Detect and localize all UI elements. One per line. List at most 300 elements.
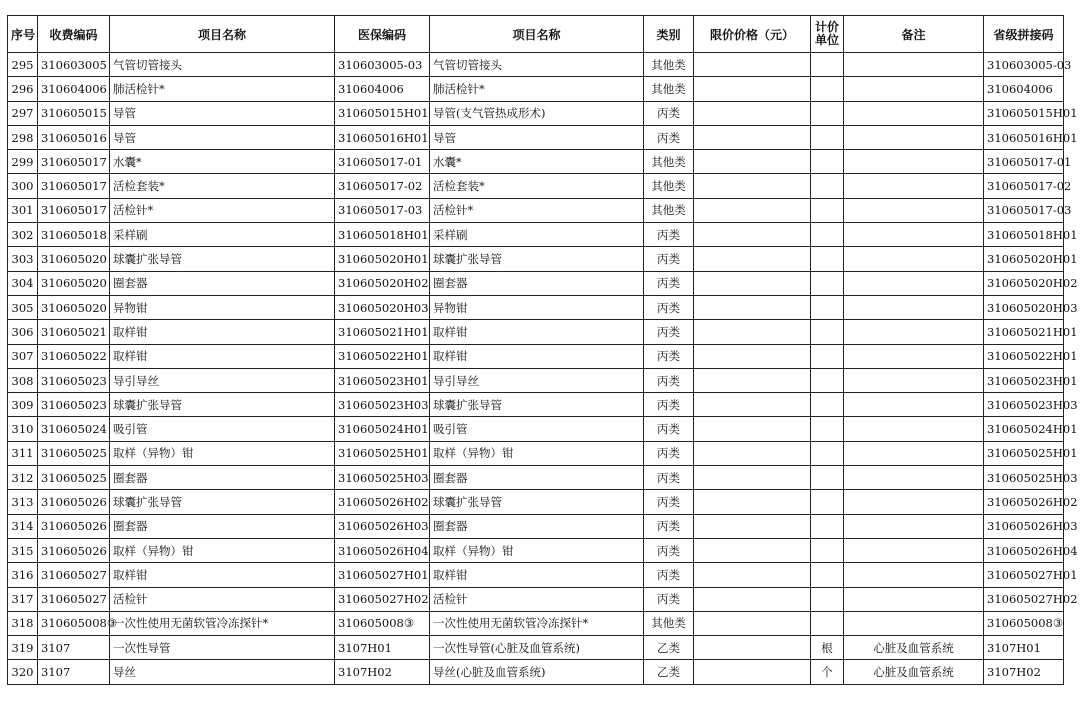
cell-provincial-code: 310604006	[984, 77, 1064, 101]
cell-provincial-code: 310605026H04	[984, 538, 1064, 562]
cell-insurance-code: 310605025H03	[335, 466, 430, 490]
cell-item-name-2: 活检针	[430, 587, 644, 611]
cell-category: 丙类	[644, 368, 694, 392]
cell-insurance-code: 310605020H02	[335, 271, 430, 295]
cell-note	[844, 247, 984, 271]
cell-price-limit	[694, 393, 811, 417]
cell-price-limit	[694, 538, 811, 562]
cell-unit	[811, 611, 844, 635]
cell-unit	[811, 223, 844, 247]
cell-fee-code: 310605017	[38, 174, 110, 198]
cell-seq: 306	[8, 320, 38, 344]
cell-seq: 305	[8, 295, 38, 319]
cell-unit	[811, 393, 844, 417]
cell-item-name-2: 水囊*	[430, 150, 644, 174]
cell-item-name-2: 活检套装*	[430, 174, 644, 198]
cell-category: 丙类	[644, 344, 694, 368]
cell-seq: 303	[8, 247, 38, 271]
cell-note	[844, 198, 984, 222]
cell-price-limit	[694, 563, 811, 587]
table-row	[8, 636, 1064, 660]
cell-fee-code: 3107	[38, 636, 110, 660]
cell-item-name-2: 取样（异物）钳	[430, 538, 644, 562]
cell-item-name: 取样（异物）钳	[110, 538, 335, 562]
cell-seq: 304	[8, 271, 38, 295]
cell-provincial-code: 3107H02	[984, 660, 1064, 684]
cell-provincial-code: 310605015H01	[984, 101, 1064, 125]
cell-note	[844, 174, 984, 198]
cell-provincial-code: 310605020H03	[984, 295, 1064, 319]
table-header-row	[8, 16, 1064, 53]
cell-provincial-code: 310605021H01	[984, 320, 1064, 344]
cell-seq: 308	[8, 368, 38, 392]
cell-item-name-2: 球囊扩张导管	[430, 490, 644, 514]
cell-item-name: 活检套装*	[110, 174, 335, 198]
cell-item-name: 圈套器	[110, 514, 335, 538]
table-row	[8, 320, 1064, 344]
cell-fee-code: 310604006	[38, 77, 110, 101]
cell-provincial-code: 310605025H01	[984, 441, 1064, 465]
cell-insurance-code: 310605017-03	[335, 198, 430, 222]
cell-item-name-2: 取样钳	[430, 563, 644, 587]
cell-item-name: 水囊*	[110, 150, 335, 174]
cell-seq: 316	[8, 563, 38, 587]
cell-provincial-code: 310605017-02	[984, 174, 1064, 198]
cell-note: 心脏及血管系统	[844, 636, 984, 660]
cell-category: 丙类	[644, 393, 694, 417]
cell-price-limit	[694, 636, 811, 660]
cell-note	[844, 223, 984, 247]
table-body	[8, 53, 1078, 685]
cell-item-name-2: 圈套器	[430, 466, 644, 490]
cell-fee-code: 310605026	[38, 514, 110, 538]
cell-seq: 320	[8, 660, 38, 684]
cell-provincial-code: 310605020H01	[984, 247, 1064, 271]
cell-note	[844, 393, 984, 417]
cell-provincial-code: 310605017-03	[984, 198, 1064, 222]
cell-note: 心脏及血管系统	[844, 660, 984, 684]
cell-seq: 318	[8, 611, 38, 635]
table-row	[8, 53, 1064, 77]
cell-unit	[811, 271, 844, 295]
table-row	[8, 174, 1064, 198]
header-price-limit: 限价价格（元）	[694, 16, 811, 53]
cell-category: 丙类	[644, 514, 694, 538]
header-unit	[811, 16, 844, 53]
cell-category: 丙类	[644, 271, 694, 295]
cell-item-name-2: 活检针*	[430, 198, 644, 222]
header-insurance-code: 医保编码	[335, 16, 430, 53]
header-seq: 序号	[8, 16, 38, 53]
cell-price-limit	[694, 174, 811, 198]
cell-fee-code: 310605020	[38, 271, 110, 295]
cell-fee-code: 310605024	[38, 417, 110, 441]
cell-unit	[811, 198, 844, 222]
cell-category: 丙类	[644, 247, 694, 271]
cell-item-name: 导丝	[110, 660, 335, 684]
cell-item-name-2: 圈套器	[430, 271, 644, 295]
cell-seq: 317	[8, 587, 38, 611]
cell-category: 丙类	[644, 320, 694, 344]
cell-item-name: 球囊扩张导管	[110, 490, 335, 514]
cell-seq: 314	[8, 514, 38, 538]
cell-unit	[811, 174, 844, 198]
cell-item-name: 一次性使用无菌软管冷冻探针*	[110, 611, 335, 635]
cell-item-name: 活检针	[110, 587, 335, 611]
header-category: 类别	[644, 16, 694, 53]
cell-category: 丙类	[644, 466, 694, 490]
cell-note	[844, 150, 984, 174]
cell-seq: 299	[8, 150, 38, 174]
cell-insurance-code: 310605026H03	[335, 514, 430, 538]
table-row	[8, 198, 1064, 222]
cell-price-limit	[694, 77, 811, 101]
cell-note	[844, 125, 984, 149]
table-row	[8, 77, 1064, 101]
cell-price-limit	[694, 320, 811, 344]
cell-fee-code: 3107	[38, 660, 110, 684]
cell-unit	[811, 466, 844, 490]
header-item-name-2: 项目名称	[430, 16, 644, 53]
cell-provincial-code: 310605016H01	[984, 125, 1064, 149]
cell-category: 丙类	[644, 441, 694, 465]
cell-price-limit	[694, 125, 811, 149]
cell-price-limit	[694, 587, 811, 611]
cell-insurance-code: 310605025H01	[335, 441, 430, 465]
cell-note	[844, 271, 984, 295]
cell-category: 其他类	[644, 53, 694, 77]
cell-insurance-code: 310605026H02	[335, 490, 430, 514]
cell-note	[844, 514, 984, 538]
cell-unit	[811, 368, 844, 392]
cell-item-name-2: 肺活检针*	[430, 77, 644, 101]
cell-price-limit	[694, 150, 811, 174]
cell-price-limit	[694, 101, 811, 125]
cell-price-limit	[694, 53, 811, 77]
cell-insurance-code: 310605017-02	[335, 174, 430, 198]
cell-provincial-code: 310605024H01	[984, 417, 1064, 441]
table-row	[8, 490, 1064, 514]
cell-item-name: 球囊扩张导管	[110, 247, 335, 271]
header-fee-code: 收费编码	[38, 16, 110, 53]
cell-item-name-2: 异物钳	[430, 295, 644, 319]
cell-fee-code: 310605017	[38, 150, 110, 174]
cell-insurance-code: 310605023H01	[335, 368, 430, 392]
cell-insurance-code: 310605008③	[335, 611, 430, 635]
cell-fee-code: 310605020	[38, 295, 110, 319]
table-row	[8, 368, 1064, 392]
cell-seq: 311	[8, 441, 38, 465]
cell-category: 丙类	[644, 563, 694, 587]
cell-provincial-code: 310605023H03	[984, 393, 1064, 417]
cell-provincial-code: 310605026H02	[984, 490, 1064, 514]
cell-note	[844, 538, 984, 562]
cell-fee-code: 310605015	[38, 101, 110, 125]
cell-fee-code: 310605023	[38, 368, 110, 392]
cell-item-name-2: 一次性导管(心脏及血管系统)	[430, 636, 644, 660]
cell-category: 丙类	[644, 417, 694, 441]
cell-price-limit	[694, 466, 811, 490]
cell-price-limit	[694, 490, 811, 514]
cell-fee-code: 310605025	[38, 441, 110, 465]
cell-fee-code: 310605027	[38, 563, 110, 587]
cell-category: 丙类	[644, 490, 694, 514]
cell-insurance-code: 310605026H04	[335, 538, 430, 562]
cell-note	[844, 368, 984, 392]
cell-fee-code: 310605022	[38, 344, 110, 368]
cell-unit	[811, 441, 844, 465]
cell-unit	[811, 320, 844, 344]
cell-insurance-code: 3107H02	[335, 660, 430, 684]
cell-item-name: 吸引管	[110, 417, 335, 441]
cell-insurance-code: 310605015H01	[335, 101, 430, 125]
cell-note	[844, 466, 984, 490]
cell-unit	[811, 247, 844, 271]
table-row	[8, 295, 1064, 319]
header-unit-line1: 计价	[814, 20, 839, 34]
cell-item-name: 导管	[110, 125, 335, 149]
cell-category: 其他类	[644, 198, 694, 222]
cell-seq: 307	[8, 344, 38, 368]
table-row	[8, 611, 1064, 635]
cell-unit	[811, 150, 844, 174]
cell-category: 其他类	[644, 150, 694, 174]
cell-insurance-code: 310605017-01	[335, 150, 430, 174]
cell-note	[844, 295, 984, 319]
cell-item-name-2: 导管	[430, 125, 644, 149]
cell-category: 其他类	[644, 611, 694, 635]
cell-note	[844, 490, 984, 514]
cell-price-limit	[694, 198, 811, 222]
cell-unit	[811, 295, 844, 319]
cell-insurance-code: 3107H01	[335, 636, 430, 660]
cell-note	[844, 101, 984, 125]
cell-seq: 310	[8, 417, 38, 441]
cell-note	[844, 53, 984, 77]
table-row	[8, 660, 1064, 684]
table-row	[8, 223, 1064, 247]
cell-note	[844, 611, 984, 635]
cell-note	[844, 417, 984, 441]
cell-item-name: 采样刷	[110, 223, 335, 247]
table-row	[8, 247, 1064, 271]
cell-price-limit	[694, 611, 811, 635]
cell-fee-code: 310605026	[38, 538, 110, 562]
header-unit-line2: 单位	[814, 33, 839, 47]
cell-category: 其他类	[644, 174, 694, 198]
cell-unit	[811, 125, 844, 149]
cell-insurance-code: 310605020H03	[335, 295, 430, 319]
cell-provincial-code: 3107H01	[984, 636, 1064, 660]
cell-item-name: 活检针*	[110, 198, 335, 222]
cell-unit	[811, 538, 844, 562]
cell-unit	[811, 417, 844, 441]
cell-insurance-code: 310605027H01	[335, 563, 430, 587]
cell-category: 丙类	[644, 538, 694, 562]
cell-price-limit	[694, 417, 811, 441]
cell-provincial-code: 310605020H02	[984, 271, 1064, 295]
cell-item-name: 异物钳	[110, 295, 335, 319]
cell-category: 乙类	[644, 636, 694, 660]
cell-price-limit	[694, 223, 811, 247]
table-row	[8, 466, 1064, 490]
table-row	[8, 563, 1064, 587]
cell-unit: 个	[811, 660, 844, 684]
fee-code-table	[7, 15, 1078, 685]
cell-fee-code: 310603005	[38, 53, 110, 77]
cell-item-name: 导管	[110, 101, 335, 125]
cell-note	[844, 441, 984, 465]
cell-item-name: 肺活检针*	[110, 77, 335, 101]
table-row	[8, 101, 1064, 125]
table-row	[8, 514, 1064, 538]
cell-item-name-2: 球囊扩张导管	[430, 247, 644, 271]
cell-provincial-code: 310605008③	[984, 611, 1064, 635]
cell-provincial-code: 310605023H01	[984, 368, 1064, 392]
cell-item-name: 取样钳	[110, 344, 335, 368]
cell-fee-code: 310605020	[38, 247, 110, 271]
cell-insurance-code: 310605022H01	[335, 344, 430, 368]
cell-price-limit	[694, 344, 811, 368]
cell-seq: 298	[8, 125, 38, 149]
cell-item-name: 球囊扩张导管	[110, 393, 335, 417]
cell-price-limit	[694, 271, 811, 295]
table-row	[8, 417, 1064, 441]
cell-price-limit	[694, 660, 811, 684]
cell-category: 丙类	[644, 101, 694, 125]
table-row	[8, 587, 1064, 611]
cell-note	[844, 563, 984, 587]
header-item-name: 项目名称	[110, 16, 335, 53]
cell-insurance-code: 310605027H02	[335, 587, 430, 611]
cell-insurance-code: 310605024H01	[335, 417, 430, 441]
cell-unit	[811, 53, 844, 77]
cell-fee-code: 310605018	[38, 223, 110, 247]
header-note: 备注	[844, 16, 984, 53]
header-provincial-code: 省级拼接码	[984, 16, 1064, 53]
cell-item-name-2: 采样刷	[430, 223, 644, 247]
cell-insurance-code: 310605016H01	[335, 125, 430, 149]
cell-insurance-code: 310604006	[335, 77, 430, 101]
cell-seq: 315	[8, 538, 38, 562]
cell-category: 其他类	[644, 77, 694, 101]
cell-item-name-2: 导丝(心脏及血管系统)	[430, 660, 644, 684]
cell-unit	[811, 490, 844, 514]
cell-fee-code: 310605017	[38, 198, 110, 222]
cell-provincial-code: 310605027H01	[984, 563, 1064, 587]
cell-fee-code: 310605027	[38, 587, 110, 611]
cell-note	[844, 587, 984, 611]
cell-item-name-2: 取样钳	[430, 320, 644, 344]
cell-note	[844, 344, 984, 368]
cell-provincial-code: 310603005-03	[984, 53, 1064, 77]
table-row	[8, 150, 1064, 174]
cell-unit	[811, 101, 844, 125]
cell-unit: 根	[811, 636, 844, 660]
cell-category: 丙类	[644, 223, 694, 247]
cell-insurance-code: 310603005-03	[335, 53, 430, 77]
cell-note	[844, 77, 984, 101]
cell-insurance-code: 310605018H01	[335, 223, 430, 247]
cell-provincial-code: 310605027H02	[984, 587, 1064, 611]
cell-item-name: 取样（异物）钳	[110, 441, 335, 465]
cell-seq: 312	[8, 466, 38, 490]
table-row	[8, 344, 1064, 368]
cell-seq: 319	[8, 636, 38, 660]
cell-item-name: 气管切管接头	[110, 53, 335, 77]
cell-item-name: 取样钳	[110, 320, 335, 344]
table-row	[8, 393, 1064, 417]
cell-item-name-2: 一次性使用无菌软管冷冻探针*	[430, 611, 644, 635]
cell-category: 乙类	[644, 660, 694, 684]
cell-item-name-2: 取样钳	[430, 344, 644, 368]
cell-provincial-code: 310605025H03	[984, 466, 1064, 490]
cell-seq: 301	[8, 198, 38, 222]
cell-category: 丙类	[644, 295, 694, 319]
cell-provincial-code: 310605017-01	[984, 150, 1064, 174]
cell-item-name-2: 导引导丝	[430, 368, 644, 392]
cell-unit	[811, 563, 844, 587]
cell-unit	[811, 344, 844, 368]
cell-fee-code: 310605021	[38, 320, 110, 344]
cell-seq: 313	[8, 490, 38, 514]
cell-fee-code: 310605023	[38, 393, 110, 417]
cell-seq: 295	[8, 53, 38, 77]
cell-insurance-code: 310605023H03	[335, 393, 430, 417]
cell-seq: 309	[8, 393, 38, 417]
cell-price-limit	[694, 295, 811, 319]
cell-item-name: 圈套器	[110, 466, 335, 490]
cell-provincial-code: 310605026H03	[984, 514, 1064, 538]
cell-seq: 302	[8, 223, 38, 247]
cell-item-name: 圈套器	[110, 271, 335, 295]
cell-fee-code: 310605016	[38, 125, 110, 149]
cell-item-name-2: 圈套器	[430, 514, 644, 538]
cell-item-name-2: 气管切管接头	[430, 53, 644, 77]
cell-provincial-code: 310605018H01	[984, 223, 1064, 247]
cell-price-limit	[694, 368, 811, 392]
cell-item-name-2: 球囊扩张导管	[430, 393, 644, 417]
cell-fee-code: 310605026	[38, 490, 110, 514]
cell-note	[844, 320, 984, 344]
cell-category: 丙类	[644, 125, 694, 149]
cell-seq: 296	[8, 77, 38, 101]
table-row	[8, 441, 1064, 465]
cell-unit	[811, 77, 844, 101]
cell-category: 丙类	[644, 587, 694, 611]
cell-price-limit	[694, 247, 811, 271]
cell-provincial-code: 310605022H01	[984, 344, 1064, 368]
cell-fee-code: 310605025	[38, 466, 110, 490]
table-row	[8, 271, 1064, 295]
cell-seq: 300	[8, 174, 38, 198]
cell-item-name: 取样钳	[110, 563, 335, 587]
cell-item-name: 一次性导管	[110, 636, 335, 660]
table-row	[8, 538, 1064, 562]
table-row	[8, 125, 1064, 149]
cell-unit	[811, 514, 844, 538]
cell-insurance-code: 310605021H01	[335, 320, 430, 344]
cell-insurance-code: 310605020H01	[335, 247, 430, 271]
cell-price-limit	[694, 514, 811, 538]
cell-seq: 297	[8, 101, 38, 125]
cell-price-limit	[694, 441, 811, 465]
cell-fee-code: 310605008③	[38, 611, 110, 635]
cell-item-name-2: 导管(支气管热成形术)	[430, 101, 644, 125]
cell-item-name-2: 取样（异物）钳	[430, 441, 644, 465]
cell-item-name: 导引导丝	[110, 368, 335, 392]
cell-item-name-2: 吸引管	[430, 417, 644, 441]
